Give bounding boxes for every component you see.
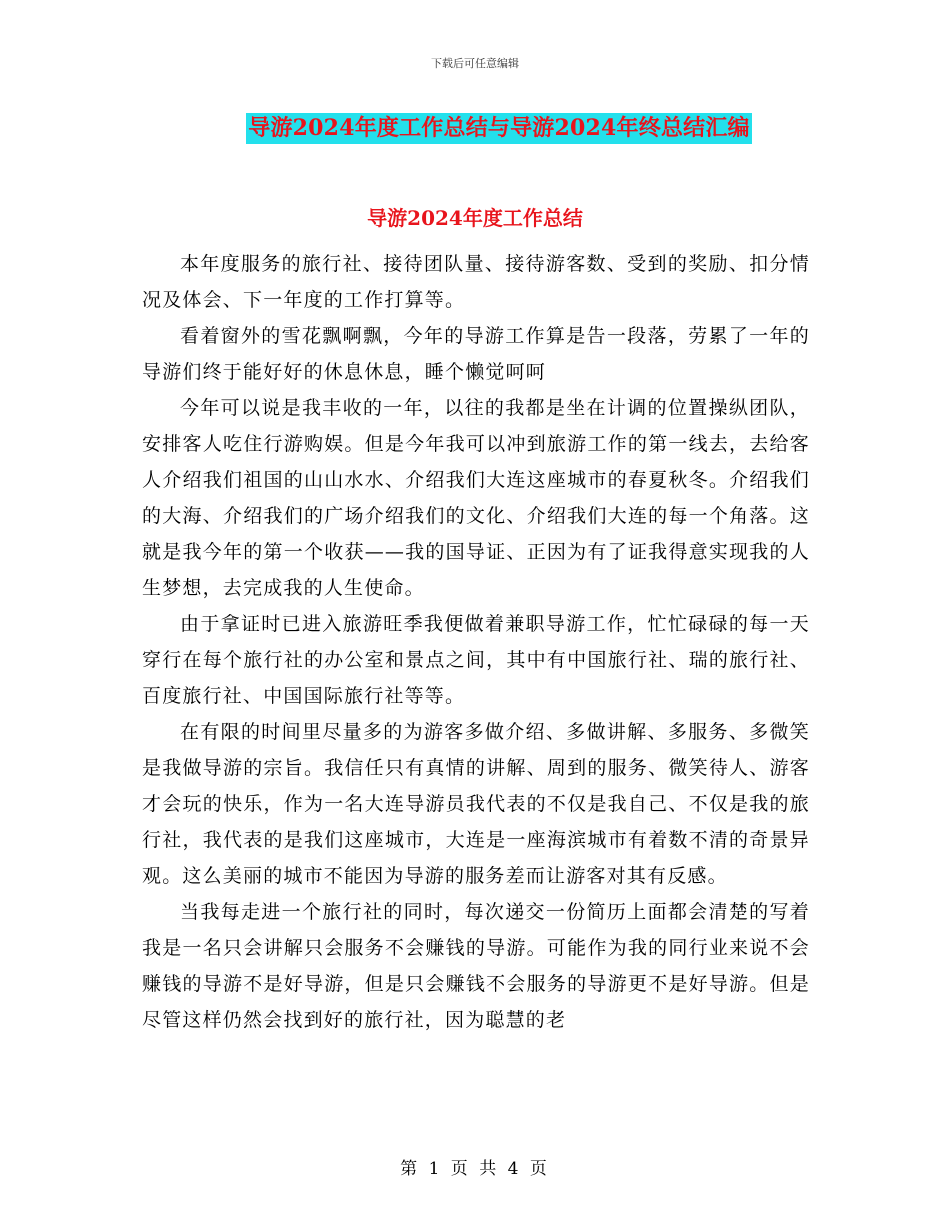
page-header-note: 下载后可任意编辑 (431, 57, 519, 70)
main-title-container (0, 113, 950, 144)
body-paragraph: 看着窗外的雪花飘啊飘，今年的导游工作算是告一段落，劳累了一年的导游们终于能好好的休息休息，睡个懒觉呵呵 (142, 325, 810, 383)
section-title: 导游2024年度工作总结 (367, 206, 583, 230)
body-paragraph: 本年度服务的旅行社、接待团队量、接待游客数、受到的奖励、扣分情况及体会、下一年度的工作打算等。 (142, 253, 810, 311)
document-body (142, 246, 810, 1038)
body-paragraph: 由于拿证时已进入旅游旺季我便做着兼职导游工作，忙忙碌碌的每一天穿行在每个旅行社的办公室和景点之间，其中有中国旅行社、瑞的旅行社、百度旅行社、中国国际旅行社等等。 (142, 613, 810, 707)
page-footer-pagination: 第 1 页 共 4 页 (400, 1159, 550, 1179)
body-paragraph: 在有限的时间里尽量多的为游客多做介绍、多做讲解、多服务、多微笑是我做导游的宗旨。我信任只有真情的讲解、周到的服务、微笑待人、游客才会玩的快乐，作为一名大连导游员我代表的不仅是我自己、不仅是我的旅行社，我代表的是我们这座城市，大连是一座海滨城市有着数不清的奇景异观。这么美丽的城市不能因为导游的服务差而让游客对其有反感。 (142, 721, 810, 887)
body-paragraph: 当我每走进一个旅行社的同时，每次递交一份简历上面都会清楚的写着我是一名只会讲解只会服务不会赚钱的导游。可能作为我的同行业来说不会赚钱的导游不是好导游，但是只会赚钱不会服务的导游更不是好导游。但是尽管这样仍然会找到好的旅行社，因为聪慧的老 (142, 901, 810, 1031)
body-paragraph: 今年可以说是我丰收的一年，以往的我都是坐在计调的位置操纵团队，安排客人吃住行游购娱。但是今年我可以冲到旅游工作的第一线去，去给客人介绍我们祖国的山山水水、介绍我们大连这座城市的春夏秋冬。介绍我们的大海、介绍我们的广场介绍我们的文化、介绍我们大连的每一个角落。这就是我今年的第一个收获——我的国导证、正因为有了证我得意实现我的人生梦想，去完成我的人生使命。 (142, 397, 810, 599)
document-main-title: 导游2024年度工作总结与导游2024年终总结汇编 (246, 113, 751, 144)
